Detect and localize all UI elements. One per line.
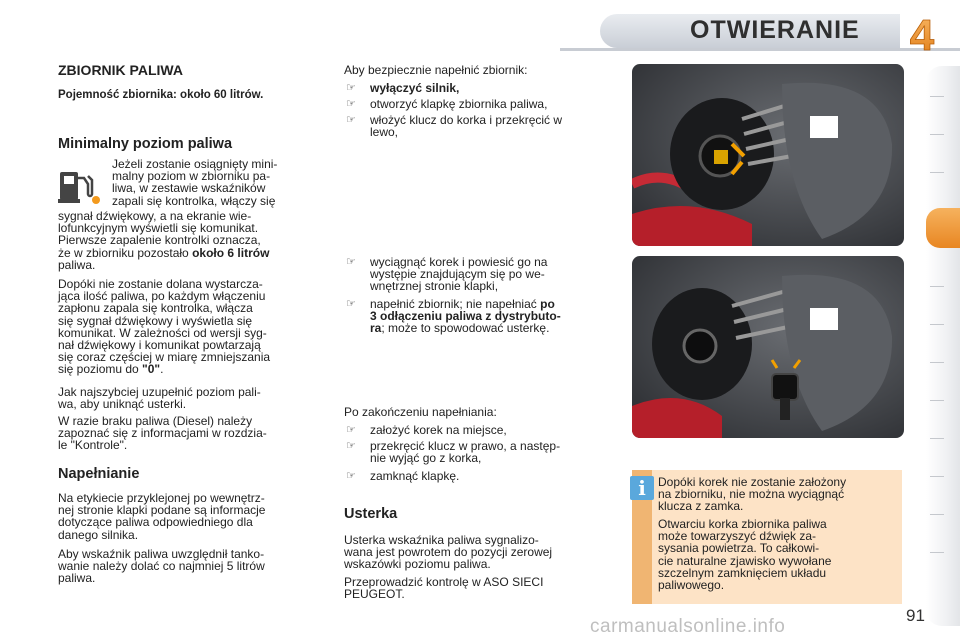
fault-text: Usterka wskaźnika paliwa sygnalizo- wana jest powrotem do pozycji zerowej wskazówki poziomu paliwa. <box>344 533 553 572</box>
chapter-number-badge <box>900 12 944 56</box>
fuel-cap-hanging-photo <box>632 256 904 438</box>
info-icon: i <box>630 476 654 500</box>
min-level-intro: Jeżeli zostanie osiągnięty mini- malny poziom w zbiorniku pa- liwa, w zestawie wskaźników zapali się kontrolka, włączy się <box>112 157 278 208</box>
tab-divider <box>930 134 944 135</box>
pointer-bullet-icon: ☞ <box>346 424 356 436</box>
pointer-bullet-icon: ☞ <box>346 98 356 110</box>
chapter-number: 4 <box>909 12 935 56</box>
info-text-2: Otwarciu korka zbiornika paliwa może towarzyszyć dźwięk za- sysania powietrza. To całkowi- cie naturalne zjawisko wywołane szczelnym zamknięciem układu paliwowego. <box>658 517 832 593</box>
diesel-note-text: W razie braku paliwa (Diesel) należy zapoznać się z informacjami w rozdzia- le "Kontrole". <box>58 414 267 453</box>
chapter-tab-strip <box>926 66 960 626</box>
pointer-bullet-icon: ☞ <box>346 470 356 482</box>
tank-capacity: Pojemność zbiornika: około 60 litrów. <box>58 89 264 101</box>
page-number: 91 <box>906 606 925 625</box>
tab-divider <box>930 324 944 325</box>
tab-divider <box>930 172 944 173</box>
pointer-bullet-icon: ☞ <box>346 256 356 268</box>
fuel-flap-key-photo <box>632 64 904 246</box>
pointer-bullet-icon: ☞ <box>346 440 356 452</box>
fault-heading: Usterka <box>344 506 398 522</box>
pointer-bullet-icon: ☞ <box>346 298 356 310</box>
tab-divider <box>930 286 944 287</box>
warning-repeat-text: Dopóki nie zostanie dolana wystarcza- jąca ilość paliwa, po każdym włączeniu zapłonu zapala się kontrolka, włącza się sygnał dźwiękowy i wyświetla się komunikat. W zależności od wersji syg- nał dźwiękowy i komunikat powtarzają się coraz częściej w miarę zmniejszania się poziomu do "0". <box>58 277 271 377</box>
tab-divider <box>930 362 944 363</box>
after-fill-intro: Po zakończeniu napełniania: <box>344 405 497 419</box>
label-info-text: Na etykiecie przyklejonej po wewnętrz- nej stronie klapki podane są informacje dotyczące paliwa odpowiedniego dla danego silnika. <box>58 491 266 542</box>
min-refill-text: Aby wskaźnik paliwa uwzględnił tanko- wanie należy dolać co najmniej 5 litrów paliwa. <box>58 547 265 586</box>
tab-divider <box>930 552 944 553</box>
refill-advice-text: Jak najszybciej uzupełnić poziom pali- wa, aby uniknąć usterki. <box>58 385 261 412</box>
pointer-bullet-icon: ☞ <box>346 82 356 94</box>
tab-divider <box>930 476 944 477</box>
list-item: ☞ przekręcić klucz w prawo, a następ- nie wyjąć go z korka, <box>346 439 561 466</box>
tab-divider <box>930 96 944 97</box>
safe-fill-intro: Aby bezpiecznie napełnić zbiornik: <box>344 63 528 77</box>
list-item: ☞ wyciągnąć korek i powiesić go na występie znajdującym się po we- wnętrznej stronie klapki, <box>346 255 548 294</box>
list-item: ☞ napełnić zbiornik; nie napełniać po 3 odłączeniu paliwa z dystrybuto- ra; może to spowodować usterkę. <box>346 297 561 336</box>
list-item: ☞ włożyć klucz do korka i przekręcić w lewo, <box>346 113 563 140</box>
tab-divider <box>930 400 944 401</box>
min-level-text: sygnał dźwiękowy, a na ekranie wie- lofunkcyjnym wyświetli się komunikat. Pierwsze zapalenie kontrolki oznacza, że w zbiorniku pozostało około 6 litrów paliwa. <box>58 209 270 272</box>
service-text: Przeprowadzić kontrolę w ASO SIECI PEUGEOT. <box>344 575 544 602</box>
footer-watermark: carmanualsonline.info <box>590 616 786 637</box>
fuel-pump-icon <box>56 166 102 206</box>
pointer-bullet-icon: ☞ <box>346 114 356 126</box>
tab-divider <box>930 438 944 439</box>
section-title: ZBIORNIK PALIWA <box>58 62 183 78</box>
min-level-heading: Minimalny poziom paliwa <box>58 136 233 152</box>
filling-heading: Napełnianie <box>58 466 140 482</box>
chapter-tab-active[interactable] <box>926 208 960 248</box>
tab-divider <box>930 514 944 515</box>
page-title: OTWIERANIE <box>690 16 860 44</box>
info-text-1: Dopóki korek nie zostanie założony na zbiorniku, nie można wyciągnąć klucza z zamka. <box>658 475 847 514</box>
